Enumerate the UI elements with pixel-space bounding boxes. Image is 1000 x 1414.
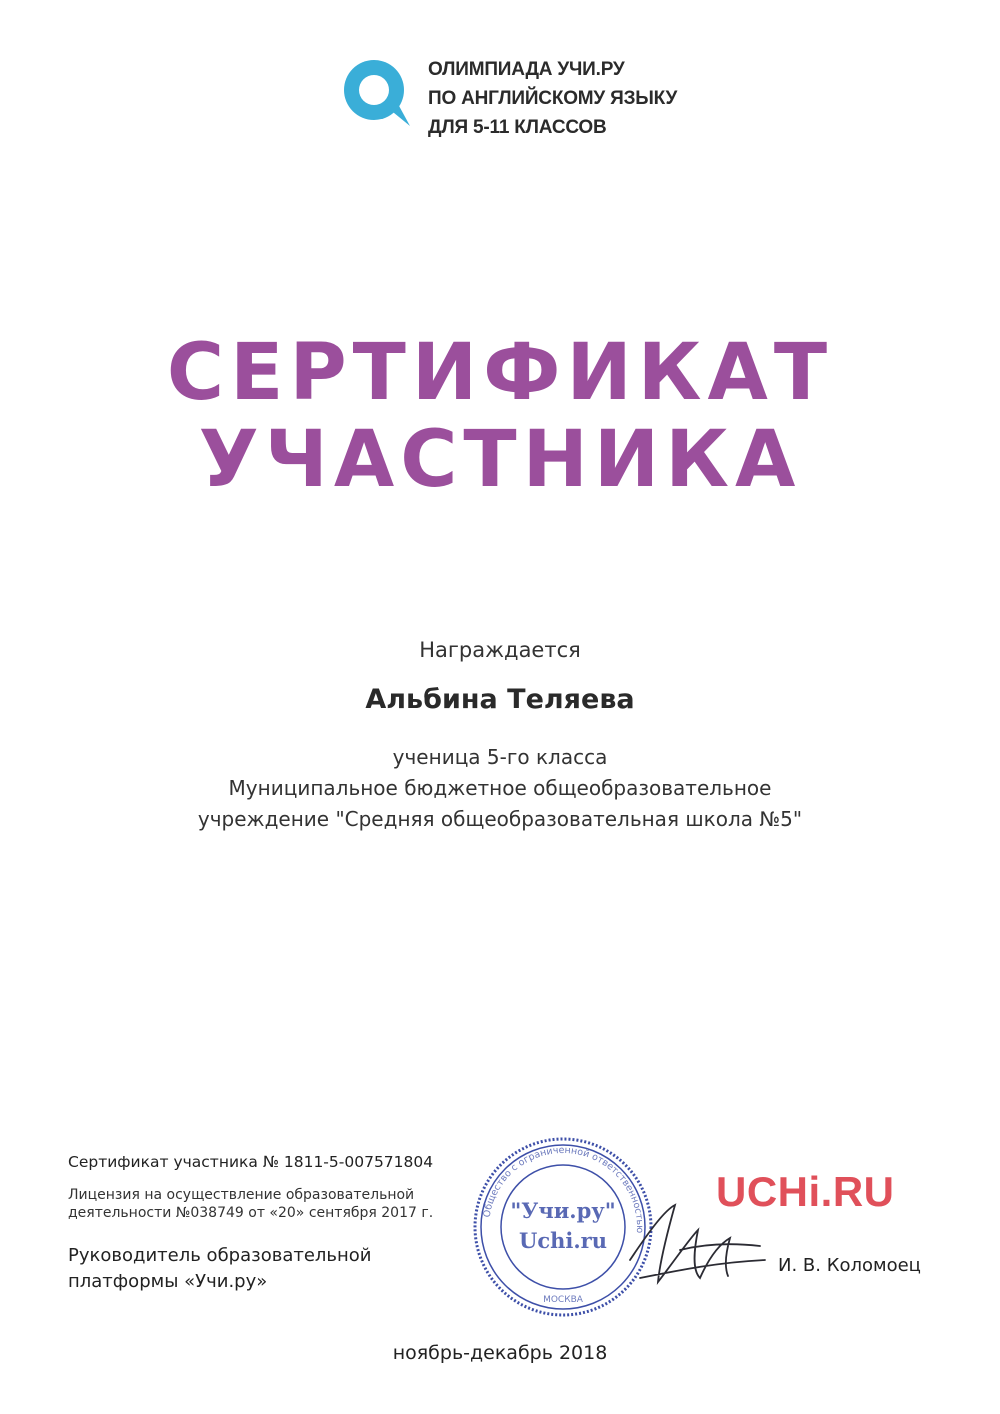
license-info (68, 1186, 433, 1222)
description-line-2: Муниципальное бюджетное общеобразовательное (228, 776, 772, 800)
stamp-center-line-2: Uchi.ru (519, 1228, 607, 1253)
uchi-ru-logo: UCHi.RU (716, 1168, 895, 1215)
awarded-label: Награждается (419, 638, 581, 662)
logo-line-2: ПО АНГЛИЙСКОМУ ЯЗЫКУ (428, 88, 678, 109)
speech-bubble-q-icon (336, 52, 416, 132)
stamp-ring-text: Общество с ограниченной ответственностью (481, 1144, 646, 1234)
signer-name: И. В. Коломоец (778, 1255, 921, 1276)
stamp-city: МОСКВА (543, 1295, 583, 1305)
head-title (68, 1243, 372, 1295)
logo-line-3: ДЛЯ 5-11 КЛАССОВ (428, 117, 607, 138)
head-line-1: Руководитель образовательной (68, 1245, 372, 1266)
recipient-name: Альбина Теляева (365, 684, 635, 715)
recipient-description (0, 742, 1000, 835)
description-line-3: учреждение "Средняя общеобразовательная школа №5" (197, 807, 803, 831)
certificate-number: Сертификат участника № 1811-5-007571804 (68, 1153, 434, 1171)
license-line-1: Лицензия на осуществление образовательной (68, 1187, 415, 1203)
certificate-title-line-2: УЧАСТНИКА (198, 415, 802, 505)
certificate-title-line-1: СЕРТИФИКАТ (166, 328, 834, 418)
logo-line-1: ОЛИМПИАДА УЧИ.РУ (428, 59, 625, 80)
certificate-date: ноябрь-декабрь 2018 (392, 1342, 608, 1364)
stamp-center-line-1: "Учи.ру" (510, 1198, 616, 1223)
description-line-1: ученица 5-го класса (392, 745, 608, 769)
license-line-2: деятельности №038749 от «20» сентября 2017 г. (68, 1205, 434, 1221)
head-line-2: платформы «Учи.ру» (68, 1271, 268, 1292)
olympiad-logo-text (428, 55, 677, 142)
